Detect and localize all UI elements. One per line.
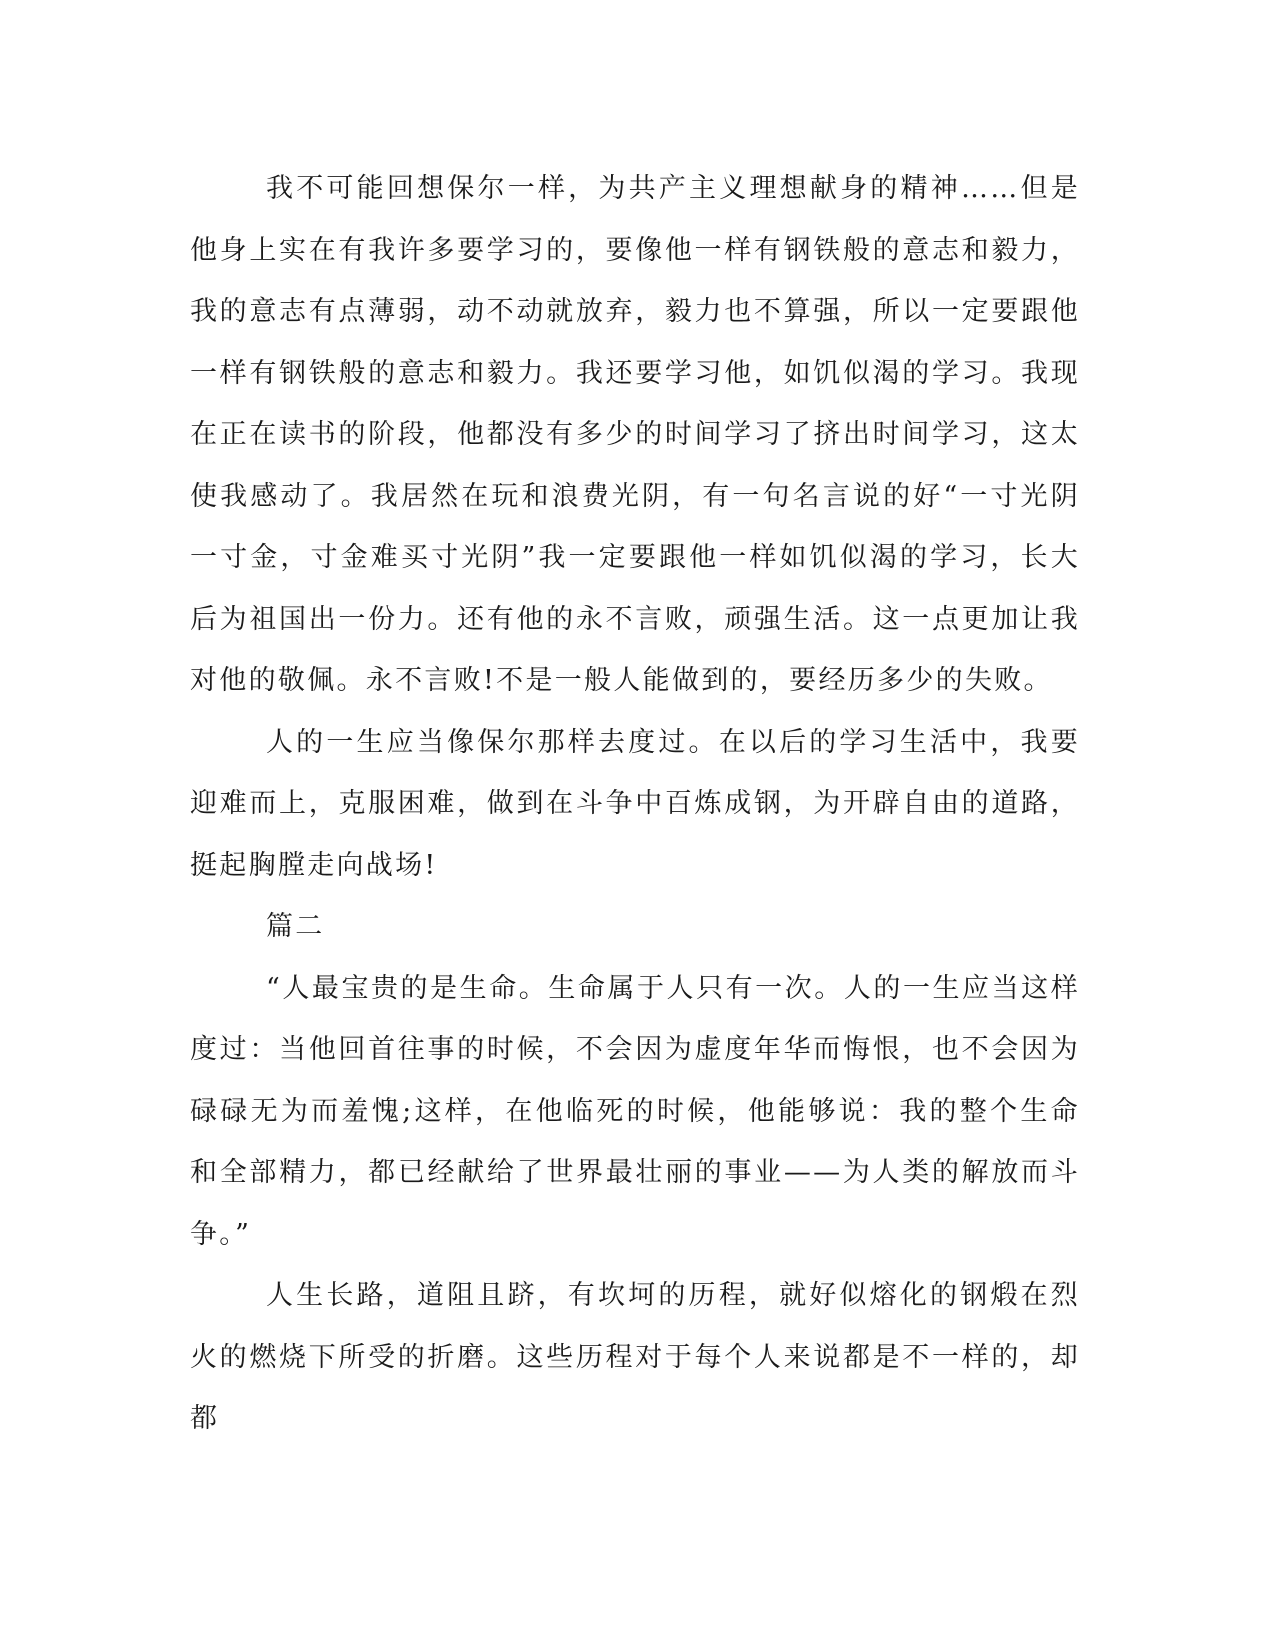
paragraph-3: “人最宝贵的是生命。生命属于人只有一次。人的一生应当这样度过：当他回首往事的时候，不会因为虚度年华而悔恨，也不会因为碌碌无为而羞愧;这样，在他临死的时候，他能够说：我的整个生命和全部精力，都已经献给了世界最壮丽的事业——为人类的解放而斗争。”: [190, 972, 1080, 1250]
paragraph-4: 人生长路，道阻且跻，有坎坷的历程，就好似熔化的钢煅在烈火的燃烧下所受的折磨。这些历程对于每个人来说都是不一样的，却都: [190, 1280, 1080, 1434]
section-heading: 篇二: [266, 911, 325, 942]
paragraph-1: 我不可能回想保尔一样，为共产主义理想献身的精神……但是他身上实在有我许多要学习的，要像他一样有钢铁般的意志和毅力，我的意志有点薄弱，动不动就放弃，毅力也不算强，所以一定要跟他一样有钢铁般的意志和毅力。我还要学习他，如饥似渴的学习。我现在正在读书的阶段，他都没有多少的时间学习了挤出时间学习，这太使我感动了。我居然在玩和浪费光阴，有一句名言说的好“一寸光阴一寸金，寸金难买寸光阴”我一定要跟他一样如饥似渴的学习，长大后为祖国出一份力。还有他的永不言败，顽强生活。这一点更加让我对他的敬佩。永不言败!不是一般人能做到的，要经历多少的失败。: [190, 173, 1080, 696]
document-body: [190, 158, 1080, 1450]
paragraph-2: 人的一生应当像保尔那样去度过。在以后的学习生活中，我要迎难而上，克服困难，做到在斗争中百炼成钢，为开辟自由的道路，挺起胸膛走向战场!: [190, 726, 1080, 881]
